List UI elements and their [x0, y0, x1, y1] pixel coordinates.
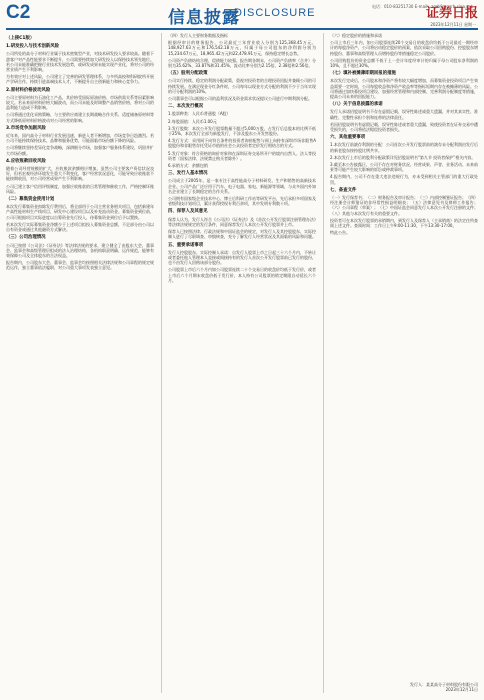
body-paragraph: 本次发行募集资金扣除发行费用后，将全部用于公司主营业务相关项目，包括新建年产高性能材料生产线项目、研发中心建设项目以及补充流动资金。募集资金到位前，公司可根据项目实际进度以自筹资金先行投入，待募集资金到位后予以置换。 — [6, 204, 154, 220]
body-paragraph: 公司回购股份的资金总额不低于上一会计年度经审计的归属于母公司股东净利润的10%，且不超过30%。 — [330, 57, 478, 69]
section-heading: （上接C1版） — [6, 36, 35, 41]
section-heading: 2.原材料价格波动风险 — [6, 87, 51, 93]
body-paragraph: 若因招股说明书有虚假记载、误导性陈述或者重大遗漏，致使投资者在证券交易中遭受损失的，公司将依法赔偿投资者损失。 — [330, 121, 478, 133]
body-paragraph: 随着公司经营规模的扩大，应收账款余额相应增加。虽然公司主要客户资信状况良好，但若宏观经济环境发生重大不利变化，客户经营状况恶化，可能导致应收账款不能按期收回，对公司经营成果产生不利影响。 — [6, 166, 154, 182]
body-paragraph: 保荐人认为，发行人符合《公司法》《证券法》及《首次公开发行股票注册管理办法》等法律法规规定的发行条件，同意保荐发行人本次公开发行股票并上市。 — [168, 216, 316, 227]
column-divider — [323, 33, 324, 693]
section-title-en: DISCLOSURE — [234, 7, 316, 19]
section-heading: （七）填补被摊薄即期回报的措施 — [330, 71, 396, 77]
body-paragraph: 发行人控股股东、实际控制人承诺：自发行人股票上市之日起三十六个月内，不转让或者委托他人管理本人直接或间接持有的发行人首次公开发行股票前已发行的股份，也不由发行人回购该部分股份。 — [168, 249, 316, 266]
body-paragraph: 公司拥有国家级企业技术中心、博士后科研工作站等研发平台，先后承担多项国家及省级科技计划项目，累计获得授权专利百余项，其中发明专利数十项。 — [168, 196, 316, 207]
section-heading: 4.应收账款回收风险 — [6, 158, 46, 164]
announcement-date: 2023年12月11日 — [445, 687, 478, 692]
section-heading: 七、备查文件 — [330, 187, 357, 193]
section-heading: （五）股利分配政策 — [168, 71, 208, 77]
body-paragraph: （六）稳定股价的措施和承诺 — [330, 33, 382, 38]
body-paragraph: 公司所处的高分子材料行业属于技术密集型产业，对技术研发投入要求较高。随着下游客户对产品性能要求不断提升，公司需要持续加大研发投入以保持技术领先地位。若公司未能准确把握行业技术发展趋势，或研发成果未能实现产业化，将对公司的经营业绩产生不利影响。 — [6, 51, 154, 73]
newspaper-logo: 证券日报 — [425, 6, 478, 21]
section-heading: 3.市场竞争加剧风险 — [6, 125, 46, 131]
section-heading: 二、本次发行概况 — [168, 104, 204, 110]
body-paragraph: 公司已按照《公司法》《证券法》等法律法规的要求，建立健全了由股东大会、董事会、监事会和高级管理层组成的法人治理结构，各机构职责明确、运作规范，能够有效保障公司及全体股东的合法权益。 — [6, 242, 154, 258]
body-paragraph: 2.本次发行上市后的股利分配政策详见招股说明书“第九节 投资者保护”相关内容。 — [330, 154, 476, 160]
section-heading: 五、重要承诺事项 — [168, 242, 204, 248]
issuer-signature: 发行人：某某高分子材料股份有限公司 — [410, 682, 478, 687]
article-column-1 — [6, 33, 154, 693]
section-heading: 1.研发投入与技术创新风险 — [6, 44, 60, 50]
body-paragraph: 投资者可在本次发行股票的承销期内，到发行人及保荐人（主承销商）的法定住所查阅上述文件。查阅时间：工作日上午9:00-11:30，下午13:30-17:00。 — [330, 217, 478, 229]
contact-info: 电话：010-83251730 E-mail：zqrb9@zqrb.sina.net — [372, 4, 473, 9]
body-paragraph: 若本次发行实际募集资金净额少于上述项目拟投入募集资金总额，不足部分由公司以自有资金或通过其他融资方式解决。 — [6, 221, 154, 233]
page-header — [0, 0, 484, 30]
article-column-2 — [168, 33, 316, 693]
body-paragraph: 特此公告。 — [330, 230, 350, 236]
body-paragraph: 公司上市后三年内，如公司股票连续20个交易日的收盘价均低于公司最近一期经审计的每股净资产，公司将启动稳定股价的预案，依次采取公司回购股份、控股股东增持股份、董事和高级管理人员增持股份等措施稳定公司股价。 — [330, 40, 478, 56]
issue-date: 2023年12月11日 星期一 — [430, 22, 476, 27]
body-paragraph: 5.发行对象：符合资格的询价对象和在深圳证券交易所开户的境内自然人、法人等投资者（国家法律、法规禁止购买者除外）。 — [168, 150, 316, 161]
column-divider — [161, 33, 162, 693]
section-heading: （八）关于信息披露的承诺 — [330, 102, 383, 108]
body-paragraph: 根据经审计的财务报告，公司最近三年营业收入分别为125,368.45万元、148,927.63万元和176,542.18万元，归属于母公司股东的净利润分别为15,234.67万元、18,965.42万元和22,478.91万元，保持稳定增长态势。 — [168, 40, 316, 56]
body-paragraph: 公司实行持续、稳定的利润分配政策，重视对投资者的合理投资回报并兼顾公司的可持续发展。在满足现金分红条件时，公司每年以现金方式分配的利润不少于当年实现的可分配利润的10%。 — [168, 78, 316, 94]
section-heading: （三）公司治理情况 — [6, 235, 46, 241]
body-paragraph: 保荐人已按照法律、行政法规和中国证监会的规定，对发行人及其控股股东、实际控制人进行了尽职调查、审慎核查，充分了解发行人经营状况及其面临的风险和问题。 — [168, 229, 316, 240]
body-paragraph: 公司主要原材料为石油化工产品，其价格受国际原油价格、市场供需关系等因素影响较大。若未来原材料价格大幅波动，而公司未能及时调整产品销售价格，将对公司的盈利能力造成不利影响。 — [6, 94, 154, 111]
body-paragraph: 3.发行股数：本次公开发行股票数量不超过5,000万股，占发行后总股本的比例不低于25%，本次发行全部为新股发行，不涉及股东公开发售股份。 — [168, 125, 316, 137]
section-title-cn: 信息披露 — [168, 8, 240, 28]
body-paragraph: 发行人承诺招股说明书不存在虚假记载、误导性陈述或重大遗漏，并对其真实性、准确性、完整性承担个别和连带的法律责任。 — [330, 109, 478, 120]
page-code: C2 — [6, 2, 31, 23]
body-paragraph: 公司股票上市后六个月内如公司股票连续二十个交易日的收盘价均低于发行价，或者上市后六个月期末收盘价低于发行价，本人持有公司股票的锁定期限自动延长六个月。 — [168, 267, 316, 283]
body-paragraph: 本次发行完成后，公司股本和净资产将有较大幅度增加，而募集资金投资项目产生效益需要一定时间，公司每股收益和净资产收益率等指标短期内存在被摊薄的风险。公司将通过加快募投项目建设、加强经营管理和内部控制、完善利润分配制度等措施，提高公司未来的回报能力。 — [330, 78, 478, 100]
body-paragraph: 2.每股面值：人民币1.00元 — [168, 118, 217, 124]
body-paragraph: 3.截至本公告披露日，公司不存在对财务状况、经营成果、声誉、业务活动、未来前景等可能产生较大影响的诉讼或仲裁事项。 — [330, 162, 478, 173]
body-paragraph: 1.本次发行前滚存利润的分配：公司首次公开发行股票前的滚存未分配利润由发行后的新老股东按持股比例共享。 — [330, 142, 478, 153]
header-rule — [6, 28, 478, 30]
announcement-footer — [330, 682, 478, 692]
section-heading: 三、发行人基本情况 — [168, 171, 208, 177]
body-paragraph: 公司资产负债结构合理，偿债能力较强。报告期各期末，公司资产负债率（合并）分别为35.62%、33.87%和31.45%，流动比率分别为2.15倍、2.38倍和2.56倍。 — [168, 57, 316, 69]
section-heading: （二）募集资金使用计划 — [6, 197, 55, 203]
body-paragraph: （一）发行保荐书；（二）财务报告及审计报告；（三）内部控制鉴证报告；（四）经注册会计师鉴证的非经常性损益明细表；（五）法律意见书及律师工作报告；（六）公司章程（草案）；（七）中国证监会同意发行人本次公开发行注册的文件；（八）其他与本次发行有关的重要文件。 — [330, 195, 478, 216]
body-paragraph: 报告期内，公司股东大会、董事会、监事会均按照相关法律法规和公司章程的规定规范运作，独立董事依法履职，对公司重大事项发表独立意见。 — [6, 260, 154, 271]
body-paragraph: 6.承销方式：余额包销 — [168, 163, 208, 169]
body-paragraph: 为有效应对上述风险，公司建立了完善的研发管理体系，与多所高校和科研院所开展产学研合作，持续引进高端技术人才，不断提升自主创新能力和核心竞争力。 — [6, 74, 154, 85]
body-paragraph: 4.发行方式：采用网下向符合条件的投资者询价配售与网上向持有深圳市场非限售A股股份和非限售存托凭证市值的社会公众投资者定价发行相结合的方式。 — [168, 138, 316, 149]
body-paragraph: 公司将继续坚持差异化竞争战略，深耕细分市场，加强客户服务体系建设，巩固并扩大市场份额。 — [6, 145, 154, 156]
body-paragraph: 1.股票种类：人民币普通股（A股） — [168, 111, 231, 117]
body-paragraph: 4.报告期内，公司不存在重大违法违规行为，亦未受到相关主管部门的重大行政处罚。 — [330, 174, 478, 185]
body-paragraph: 公司董事会可以根据公司的盈利状况及资金需求状况提议公司进行中期利润分配。 — [168, 96, 312, 102]
body-paragraph: 公司将通过优化采购策略、与主要供应商建立长期战略合作关系、适度储备原材料等方式降低原材料价格波动对公司经营的影响。 — [6, 112, 154, 123]
body-paragraph: 公司成立于2005年，是一家专注于高性能高分子材料研发、生产和销售的高新技术企业。公司产品广泛应用于汽车、电子电器、家电、新能源等领域，与众多国内外知名企业建立了长期稳定的合作关系。 — [168, 178, 316, 194]
body-paragraph: （四）发行人主要财务数据及指标 — [168, 33, 228, 38]
section-heading: 六、其他重要事项 — [330, 135, 366, 141]
body-paragraph: 近年来，国内高分子材料行业发展迅速，新进入者不断增加，市场竞争日趋激烈。若公司不能持续保持技术、品牌和服务优势，可能面临市场份额下降的风险。 — [6, 133, 154, 144]
article-column-3 — [330, 33, 478, 693]
body-paragraph: 公司已建立客户信用评级制度，加强应收账款的日常管理和催收工作，严格控制坏账风险。 — [6, 183, 154, 194]
section-heading: 四、保荐人及其意见 — [168, 209, 208, 215]
